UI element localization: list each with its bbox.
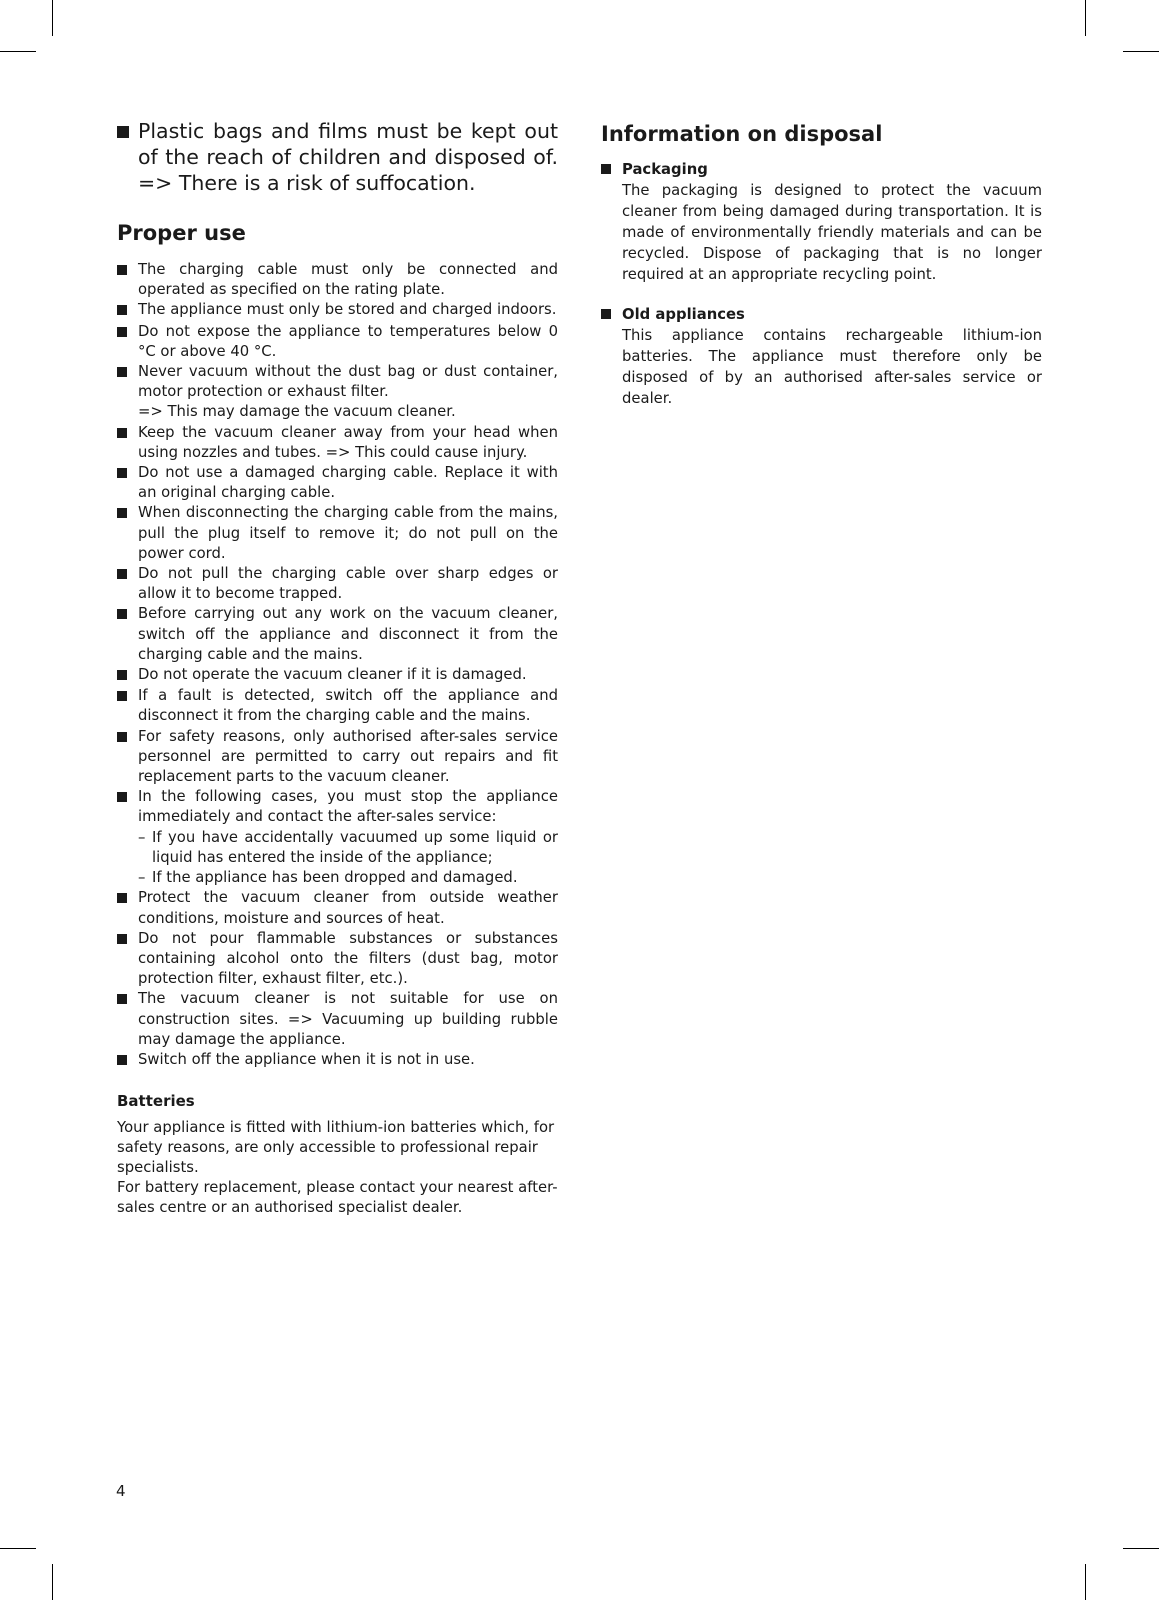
square-bullet-icon <box>117 686 138 726</box>
square-bullet-icon <box>117 727 138 788</box>
list-item <box>117 260 558 300</box>
list-item <box>117 787 558 888</box>
square-bullet-icon <box>117 665 138 686</box>
old-appliances-label: Old appliances <box>622 306 745 323</box>
square-bullet-icon <box>117 118 138 196</box>
dash-marker: – <box>138 869 146 887</box>
page-number: 4 <box>116 1482 126 1500</box>
square-bullet-icon <box>117 503 138 564</box>
square-bullet-icon <box>117 604 138 665</box>
square-bullet-icon <box>117 362 138 423</box>
list-item-text: Do not expose the appliance to temperatures below 0 °C or above 40 °C. <box>138 322 558 360</box>
list-item-text: Keep the vacuum cleaner away from your head when using nozzles and tubes. => This could cause injury. <box>138 423 558 461</box>
list-item <box>117 665 558 686</box>
old-appliances-text: This appliance contains rechargeable lithium-ion batteries. The appliance must therefore only be disposed of by an authorised after-sales service or dealer. <box>622 327 1042 407</box>
crop-mark <box>1085 1564 1086 1600</box>
square-bullet-icon <box>601 304 622 409</box>
list-item <box>117 888 558 928</box>
list-item-text: Before carrying out any work on the vacuum cleaner, switch off the appliance and disconnect it from the charging cable and the mains. <box>138 605 558 663</box>
list-item <box>117 564 558 604</box>
disposal-heading: Information on disposal <box>601 122 883 146</box>
list-item <box>117 362 558 423</box>
crop-mark <box>0 51 36 52</box>
packaging-label: Packaging <box>622 161 708 178</box>
dash-marker: – <box>138 828 146 846</box>
crop-mark <box>1123 51 1159 52</box>
list-item-text: For safety reasons, only authorised after-sales service personnel are permitted to carry out repairs and fit replacement parts to the vacuum cleaner. <box>138 727 558 786</box>
square-bullet-icon <box>117 300 138 321</box>
sub-list-item-text: If you have accidentally vacuumed up some liquid or liquid has entered the inside of the appliance; <box>152 828 558 866</box>
right-column <box>601 118 1042 409</box>
crop-mark <box>52 0 53 36</box>
square-bullet-icon <box>117 564 138 604</box>
list-item <box>117 929 558 990</box>
list-item-text: Do not pour flammable substances or substances containing alcohol onto the filters (dust bag, motor protection filter, exhaust filter, etc.). <box>138 929 558 988</box>
packaging-text: The packaging is designed to protect the vacuum cleaner from being damaged during transportation. It is made of environmentally friendly materials and can be recycled. Dispose of packaging that is no longer required at an appropriate recycling point. <box>622 182 1042 283</box>
proper-use-heading: Proper use <box>117 221 246 245</box>
square-bullet-icon <box>601 159 622 285</box>
suffocation-warning <box>117 118 558 196</box>
warning-line: of the reach of children and disposed of. <box>138 145 558 169</box>
list-item-text: If a fault is detected, switch off the appliance and disconnect it from the charging cable and the mains. <box>138 687 558 725</box>
sub-list-item <box>138 868 558 888</box>
list-item <box>117 1050 558 1071</box>
warning-line: Plastic bags and films must be kept out <box>138 119 558 143</box>
list-item-text: Never vacuum without the dust bag or dust container, motor protection or exhaust filter. <box>138 363 558 401</box>
proper-use-list <box>117 260 558 1071</box>
list-item <box>117 463 558 503</box>
list-item <box>117 989 558 1050</box>
list-item <box>117 423 558 463</box>
sub-list-item-text: If the appliance has been dropped and damaged. <box>152 869 518 887</box>
square-bullet-icon <box>117 787 138 888</box>
square-bullet-icon <box>117 888 138 928</box>
crop-mark <box>52 1564 53 1600</box>
batteries-heading: Batteries <box>117 1092 195 1111</box>
list-item-text: The vacuum cleaner is not suitable for use on construction sites. => Vacuuming up building rubble may damage the appliance. <box>138 990 558 1048</box>
list-item <box>117 322 558 362</box>
list-item-text: Do not use a damaged charging cable. Replace it with an original charging cable. <box>138 464 558 502</box>
batteries-paragraph: Your appliance is fitted with lithium-ion batteries which, for safety reasons, are only accessible to professional repair specialists. <box>117 1119 555 1177</box>
list-item-text: The appliance must only be stored and charged indoors. <box>138 301 557 319</box>
square-bullet-icon <box>117 929 138 990</box>
crop-mark <box>1085 0 1086 36</box>
packaging-section <box>601 159 1042 285</box>
left-column <box>117 118 558 1218</box>
crop-mark <box>1123 1548 1159 1549</box>
square-bullet-icon <box>117 322 138 362</box>
square-bullet-icon <box>117 989 138 1050</box>
list-item <box>117 503 558 564</box>
square-bullet-icon <box>117 463 138 503</box>
list-item <box>117 300 558 321</box>
list-item-note: => This may damage the vacuum cleaner. <box>138 403 456 421</box>
sub-list-item <box>138 828 558 868</box>
list-item <box>117 686 558 726</box>
crop-mark <box>0 1548 36 1549</box>
square-bullet-icon <box>117 1050 138 1071</box>
square-bullet-icon <box>117 260 138 300</box>
list-item-text: Switch off the appliance when it is not in use. <box>138 1050 475 1068</box>
square-bullet-icon <box>117 423 138 463</box>
list-item-text: Do not pull the charging cable over sharp edges or allow it to become trapped. <box>138 565 558 603</box>
list-item <box>117 727 558 788</box>
list-item <box>117 604 558 665</box>
warning-line: => There is a risk of suffocation. <box>138 171 476 195</box>
list-item-text: In the following cases, you must stop the appliance immediately and contact the after-sales service: <box>138 788 558 826</box>
list-item-text: The charging cable must only be connected and operated as specified on the rating plate. <box>138 261 558 299</box>
list-item-text: Do not operate the vacuum cleaner if it is damaged. <box>138 666 527 684</box>
list-item-text: When disconnecting the charging cable from the mains, pull the plug itself to remove it; do not pull on the power cord. <box>138 504 558 562</box>
old-appliances-section <box>601 304 1042 409</box>
batteries-paragraph: For battery replacement, please contact your nearest after-sales centre or an authorised specialist dealer. <box>117 1179 558 1217</box>
list-item-text: Protect the vacuum cleaner from outside weather conditions, moisture and sources of heat. <box>138 889 558 927</box>
